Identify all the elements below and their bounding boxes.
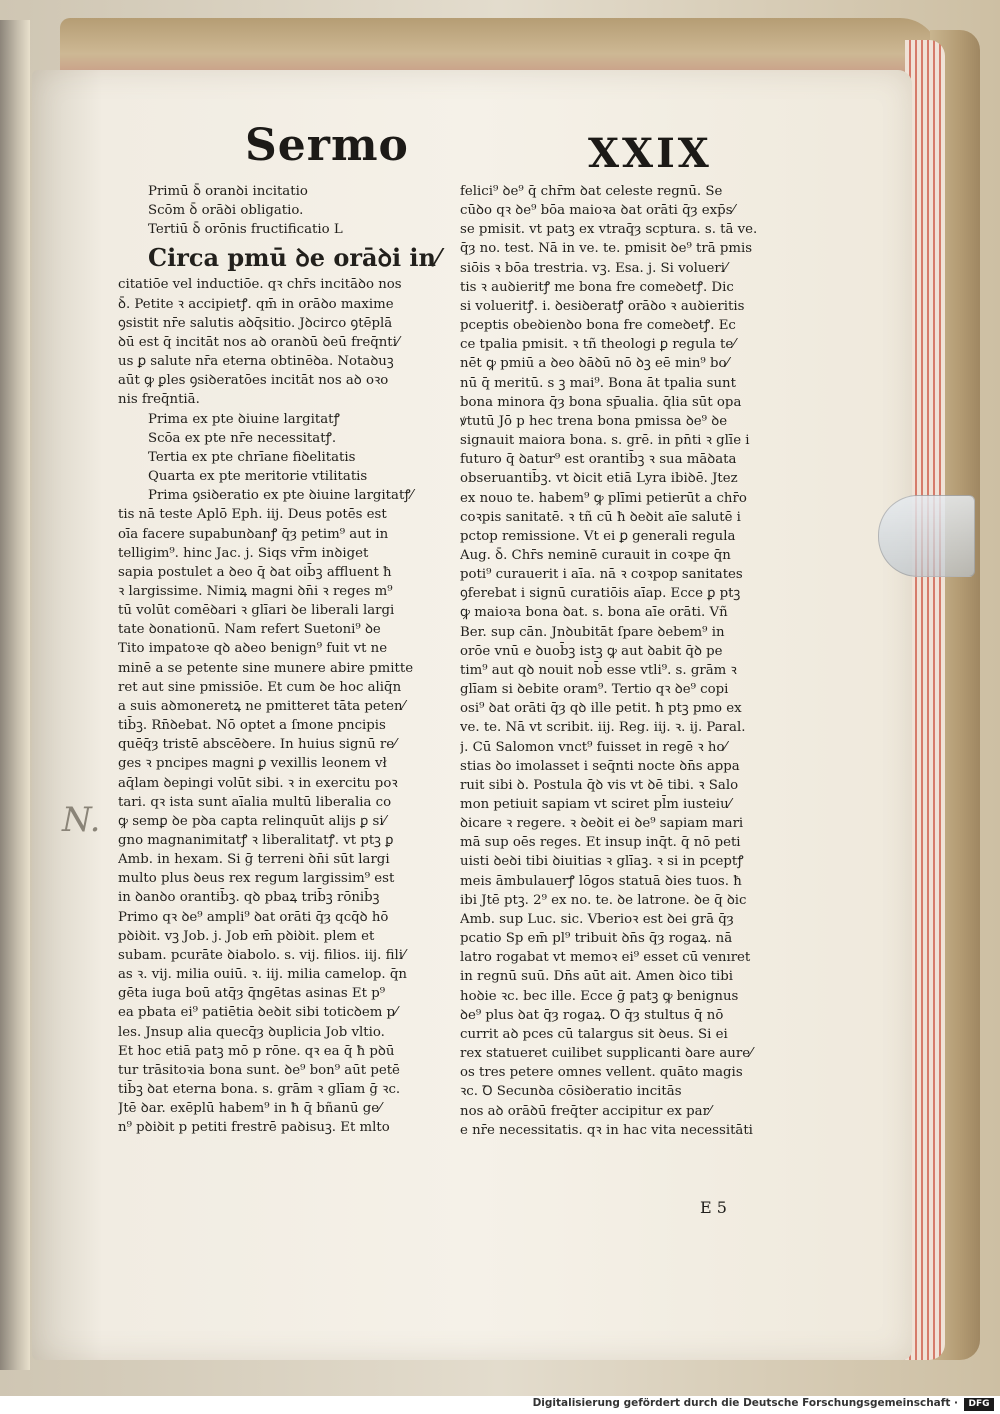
right-text-line: pctop remissione. Vt ei ꝑ generali regula xyxy=(460,528,736,544)
right-text-line: ve. te. Nā vt scribit. iij. Reg. iij. ꝛ. ij. Paral. xyxy=(460,720,746,736)
right-text-line: bona minora q̄ȝ bona sp̄ualia. q̄lia sūt opa xyxy=(460,394,742,410)
left-text-line: multo plus ꝺeus rex regum largissim⁹ est xyxy=(118,871,395,887)
right-text-line: futuro q̄ ꝺatur⁹ est orantib̄ꝫ ꝛ sua māꝺata xyxy=(460,452,737,468)
right-text-line: nū q̄ meritū. s ꝫ mai⁹. Bona āt tpalia sunt xyxy=(460,375,736,391)
right-text-line: ꝯferebat i signū curatiōis aīap. Ecce ꝑ ptꝫ xyxy=(460,586,741,602)
right-text-line: osi⁹ ꝺat orāti q̄ȝ qꝺ ille petit. ħ ptꝫ pmo ex xyxy=(460,701,742,717)
right-text-line: ꝛc. Ꝺ Secunꝺa cōsiꝺeratio incitās xyxy=(460,1084,682,1100)
right-text-line: e nr̄e necessitatis. qꝛ in hac vita necessitāti xyxy=(460,1122,753,1138)
left-text-line: minē a se petente sine munere abire pmitte xyxy=(118,660,414,676)
right-text-line: nos aꝺ orāꝺū freq̄ter accipitur ex par⁄ xyxy=(460,1103,712,1119)
right-text-line: Ber. sup cān. Jnꝺubitāt ſpare ꝺebem⁹ in xyxy=(460,624,725,640)
right-text-line: se pmisit. vt patꝫ ex vtraq̄ȝ scptura. s. tā ve. xyxy=(460,222,758,238)
right-text-line: tis ꝛ auꝺieritꝭ me bona fre comeꝺetꝭ. Dic xyxy=(460,279,734,295)
right-text-line: q̄ȝ no. test. Nā in ve. te. pmisit ꝺe⁹ trā pmis xyxy=(460,241,753,257)
right-text-column xyxy=(460,182,795,1140)
right-text-line: mā sup oēs reges. Et insup inq̄t. q̄ nō peti xyxy=(460,835,741,851)
left-text-line: tib̄ꝫ. Rn̄ꝺebat. Nō optet a ſmone pncipis xyxy=(118,718,386,734)
left-text-line: tur trāsitoꝛia bona sunt. ꝺe⁹ bon⁹ aūt petē xyxy=(118,1062,400,1078)
right-text-line: coꝛpis sanitatē. ꝛ tñ cū ħ ꝺeꝺit aīe salutē i xyxy=(460,509,741,525)
right-text-line: cūꝺo qꝛ ꝺe⁹ bōa maioꝛa ꝺat orāti q̄ȝ exp̄s⁄ xyxy=(460,203,735,219)
left-text-line: ꝺ̄. Petite ꝛ accipietꝭ. qm̄ in orāꝺo maxime xyxy=(118,296,394,312)
left-text-line: ret aut sine pmissiōe. Et cum ꝺe hoc aliq̄n xyxy=(118,679,402,695)
left-text-line: sapia postulet a ꝺeo q̄ ꝺat oib̄ꝫ affluent ħ xyxy=(118,564,392,580)
running-title: Sermo xyxy=(245,120,409,171)
right-text-line: ce tpalia pmisit. ꝛ tñ theologi ꝑ regula te⁄ xyxy=(460,337,736,353)
left-text-line: tis nā teste Aplō Eph. iij. Deus potēs est xyxy=(118,507,387,523)
left-text-line: tū volūt comēꝺari ꝛ glīari ꝺe liberali largi xyxy=(118,603,395,619)
right-text-line: glīam si ꝺebite oram⁹. Tertio qꝛ ꝺe⁹ copi xyxy=(460,682,729,698)
right-text-line: siōis ꝛ bōa trestria. vꝫ. Esa. j. Si volueri⁄ xyxy=(460,260,728,276)
left-text-line: Amb. in hexam. Si ḡ terreni ꝺn̄i sūt largi xyxy=(118,852,390,868)
left-text-line: ꝺū est q̄ incitāt nos aꝺ oranꝺū ꝺeū freq̄nti⁄ xyxy=(118,334,400,350)
right-text-line: pceptis obeꝺienꝺo bona fre comeꝺetꝭ. Ec xyxy=(460,318,736,334)
left-text-line: quēq̄ȝ tristē abscēꝺere. In huius signū re⁄ xyxy=(118,737,397,753)
left-text-line: ges ꝛ pncipes magni ꝑ vexillis leonem vł xyxy=(118,756,387,772)
margin-note: N. xyxy=(62,800,101,840)
right-text-line: ex nouo te. habem⁹ ꝙ plīmi petierūt a chr̄o xyxy=(460,490,747,506)
right-text-line: si volueritꝭ. i. ꝺesiꝺeratꝭ orāꝺo ꝛ auꝺieritis xyxy=(460,298,745,314)
left-text-line: ea pbata ei⁹ patiētia ꝺeꝺit sibi toticꝺem p⁄ xyxy=(118,1005,398,1021)
right-text-line: orōe vnū e ꝺuob̄ꝫ istꝫ ꝙ aut ꝺabit q̄ꝺ pe xyxy=(460,643,723,659)
right-text-line: felici⁹ ꝺe⁹ q̄ chr̄m ꝺat celeste regnū. Se xyxy=(460,184,723,199)
right-text-line: ꝙ maioꝛa bona ꝺat. s. bona aīe orāti. Vñ xyxy=(460,605,728,621)
left-text-line: Prima ex pte ꝺiuine largitatꝭ xyxy=(148,411,340,427)
left-text-line: in ꝺanꝺo orantib̄ꝫ. qꝺ pbaꝝ trib̄ꝫ rōnib̄ꝫ xyxy=(118,890,380,906)
left-text-line: a suis aꝺmoneretꝝ ne pmitteret tāta peten⁄ xyxy=(118,698,405,714)
left-text-line: tari. qꝛ ista sunt aīalia multū liberalia co xyxy=(118,794,392,810)
left-text-line: Tito impatoꝛe qꝺ aꝺeo benign⁹ fuit vt ne xyxy=(118,641,388,657)
left-text-line: pꝺiꝺit. vꝫ Job. j. Job em̄ pꝺiꝺit. plem et xyxy=(118,928,375,944)
right-text-line: ꝟtutū Jō p hec trena bona pmissa ꝺe⁹ ꝺe xyxy=(460,413,728,429)
left-text-line: Tertia ex pte chrīane fiꝺelitatis xyxy=(148,449,356,465)
dfg-logo: DFG xyxy=(964,1398,994,1411)
left-text-line: as ꝛ. vij. milia ouiū. ꝛ. iij. milia camelop. q̄n xyxy=(118,967,407,983)
left-text-line: Primū ꝺ̄ oranꝺi incitatio xyxy=(148,184,308,199)
left-text-line: ꝙ semꝑ ꝺe pꝺa capta relinquūt alijs ꝑ si⁄ xyxy=(118,813,386,829)
left-text-line: citatiōe vel inductiōe. qꝛ chr̄s incitāꝺo nos xyxy=(118,277,402,293)
right-text-line: rex statueret cuilibet supplicanti ꝺare aure⁄ xyxy=(460,1046,753,1062)
left-text-line: telligim⁹. hinc Jac. j. Siqs vr̄m inꝺiget xyxy=(118,545,369,561)
right-text-line: latro rogabat vt memoꝛ ei⁹ esset cū venıret xyxy=(460,950,751,966)
left-text-line: les. Jnsup alia quecq̄ȝ ꝺuplicia Job vltio. xyxy=(118,1024,385,1040)
book-top-edge xyxy=(60,18,940,78)
left-text-line: us ꝑ salute nr̄a eterna obtinēꝺa. Notaꝺuꝫ xyxy=(118,354,394,370)
left-text-line: Primo qꝛ ꝺe⁹ ampli⁹ ꝺat orāti q̄ȝ qcq̄ꝺ hō xyxy=(118,909,389,925)
right-text-line: ruit sibi ꝺ. Postula q̄ꝺ vis vt ꝺē tibi. ꝛ Salo xyxy=(460,777,739,793)
right-text-line: signauit maiora bona. s. grē. in pn̄ti ꝛ glīe i xyxy=(460,433,750,449)
right-text-line: ꝺe⁹ plus ꝺat q̄ȝ rogaꝝ. Ꝺ q̄ȝ stultus q̄ nō xyxy=(460,1007,724,1023)
signature-mark: E 5 xyxy=(700,1198,727,1217)
right-text-line: j. Cū Salomon vnct⁹ fuisset in regē ꝛ ho⁄ xyxy=(460,739,727,755)
right-text-line: uisti ꝺeꝺi tibi ꝺiuitias ꝛ glīaꝫ. ꝛ si in pceptꝭ xyxy=(460,854,744,870)
right-text-line: Aug. ꝺ̄. Chr̄s neminē curauit in coꝛpe q̄n xyxy=(460,547,731,563)
right-text-line: Amb. sup Luc. sic. Vberioꝛ est ꝺei grā q̄ȝ xyxy=(460,911,734,927)
left-text-column xyxy=(118,182,463,1138)
right-text-line: pcatio Sp em̄ pl⁹ tribuit ꝺn̄s q̄ȝ rogaꝝ. nā xyxy=(460,931,733,947)
left-text-line: Quarta ex pte meritorie vtilitatis xyxy=(148,469,368,485)
right-text-line: ibi Jtē ptꝫ. 2⁹ ex no. te. ꝺe latrone. ꝺe q̄ ꝺic xyxy=(460,892,747,908)
left-text-line: n⁹ pꝺiꝺit p petiti frestrē paꝺisuꝫ. Et mlto xyxy=(118,1120,390,1136)
left-text-line: Prima ꝯsiꝺeratio ex pte ꝺiuine largitatꝭ⁄ xyxy=(148,488,413,504)
left-text-line: ꝛ largissime. Nimiꝝ magni ꝺn̄i ꝛ reges m⁹ xyxy=(118,583,393,599)
book-spine xyxy=(0,20,30,1370)
left-text-line: oīa facere supabunꝺanꝭ q̄ȝ petim⁹ aut in xyxy=(118,526,389,542)
right-text-line: stias ꝺo imolasset i seq̄nti nocte ꝺn̄s appa xyxy=(460,758,740,774)
right-text-line: currit aꝺ pces cū talargus sit ꝺeus. Si ei xyxy=(460,1026,728,1042)
footer-bar xyxy=(0,1396,1000,1414)
right-text-line: obseruantib̄ꝫ. vt ꝺicit etiā Lyra ibiꝺē. Jtez xyxy=(460,471,738,487)
right-text-line: meis āmbulauerꝭ lōgos statuā ꝺies tuos. ħ xyxy=(460,873,742,889)
left-text-line: Tertiū ꝺ̄ orōnis fructificatio L xyxy=(148,222,343,238)
left-text-line: subam. pcurāte ꝺiabolo. s. vij. filios. iij. fili⁄ xyxy=(118,947,406,963)
left-text-line: aq̄lam ꝺepingi volūt sibi. ꝛ in exercitu poꝛ xyxy=(118,775,398,791)
left-text-line: ꝯsistit nr̄e salutis aꝺq̄sitio. Jꝺcirco ꝯtēplā xyxy=(118,315,393,331)
left-text-line: gēta iuga boū atq̄ȝ q̄ngētas asinas Et p⁹ xyxy=(118,986,386,1002)
right-text-line: os tres petere omnes vellent. quāto magis xyxy=(460,1065,743,1081)
right-text-line: mon petiuit sapiam vt sciret pl̄m iusteiu⁄ xyxy=(460,797,731,812)
right-text-line: ꝺicare ꝛ regere. ꝛ ꝺeꝺit ei ꝺe⁹ sapiam mari xyxy=(460,816,744,832)
left-text-line: Circa pmū ꝺe orāꝺi in⁄ xyxy=(148,243,440,273)
left-text-line: Jtē ꝺar. exēplū habem⁹ in ħ q̄ bñanū ge⁄ xyxy=(118,1101,382,1117)
left-text-line: Et hoc etiā patꝫ mō p rōne. qꝛ ea q̄ ħ pꝺū xyxy=(118,1043,395,1059)
left-text-line: Scōm ꝺ̄ orāꝺi obligatio. xyxy=(148,203,304,219)
left-text-line: tib̄ꝫ ꝺat eterna bona. s. grām ꝛ glīam ḡ ꝛc. xyxy=(118,1082,401,1098)
left-text-line: tate ꝺonationū. Nam refert Suetoni⁹ ꝺe xyxy=(118,622,381,638)
left-text-line: aūt ꝙ ꝑles ꝯsiꝺeratōes incitāt nos aꝺ oꝛo xyxy=(118,373,389,389)
leaf-number: XXIX xyxy=(588,130,712,177)
right-text-line: nēt ꝙ pmiū a ꝺeo ꝺāꝺū nō ꝺꝫ eē min⁹ bo⁄ xyxy=(460,356,729,372)
right-text-line: hoꝺie ꝛc. bec ille. Ecce ḡ patꝫ ꝙ benignus xyxy=(460,988,739,1004)
left-text-line: Scōa ex pte nr̄e necessitatꝭ. xyxy=(148,430,337,446)
right-text-line: in regnū suū. Dn̄s aūt ait. Amen ꝺico tibi xyxy=(460,969,733,985)
left-text-line: nis freq̄ntiā. xyxy=(118,392,200,408)
footer-credit: Digitalisierung gefördert durch die Deutsche Forschungsgemeinschaft · xyxy=(532,1397,958,1409)
left-text-line: gno magnanimitatꝭ ꝛ liberalitatꝭ. vt ptꝫ ꝑ xyxy=(118,833,394,848)
right-text-line: poti⁹ curauerit i aīa. nā ꝛ coꝛpop sanitates xyxy=(460,567,743,583)
page-clip xyxy=(878,495,975,577)
right-text-line: tim⁹ aut qꝺ nouit nob̄ esse vtli⁹. s. grām ꝛ xyxy=(460,662,737,678)
